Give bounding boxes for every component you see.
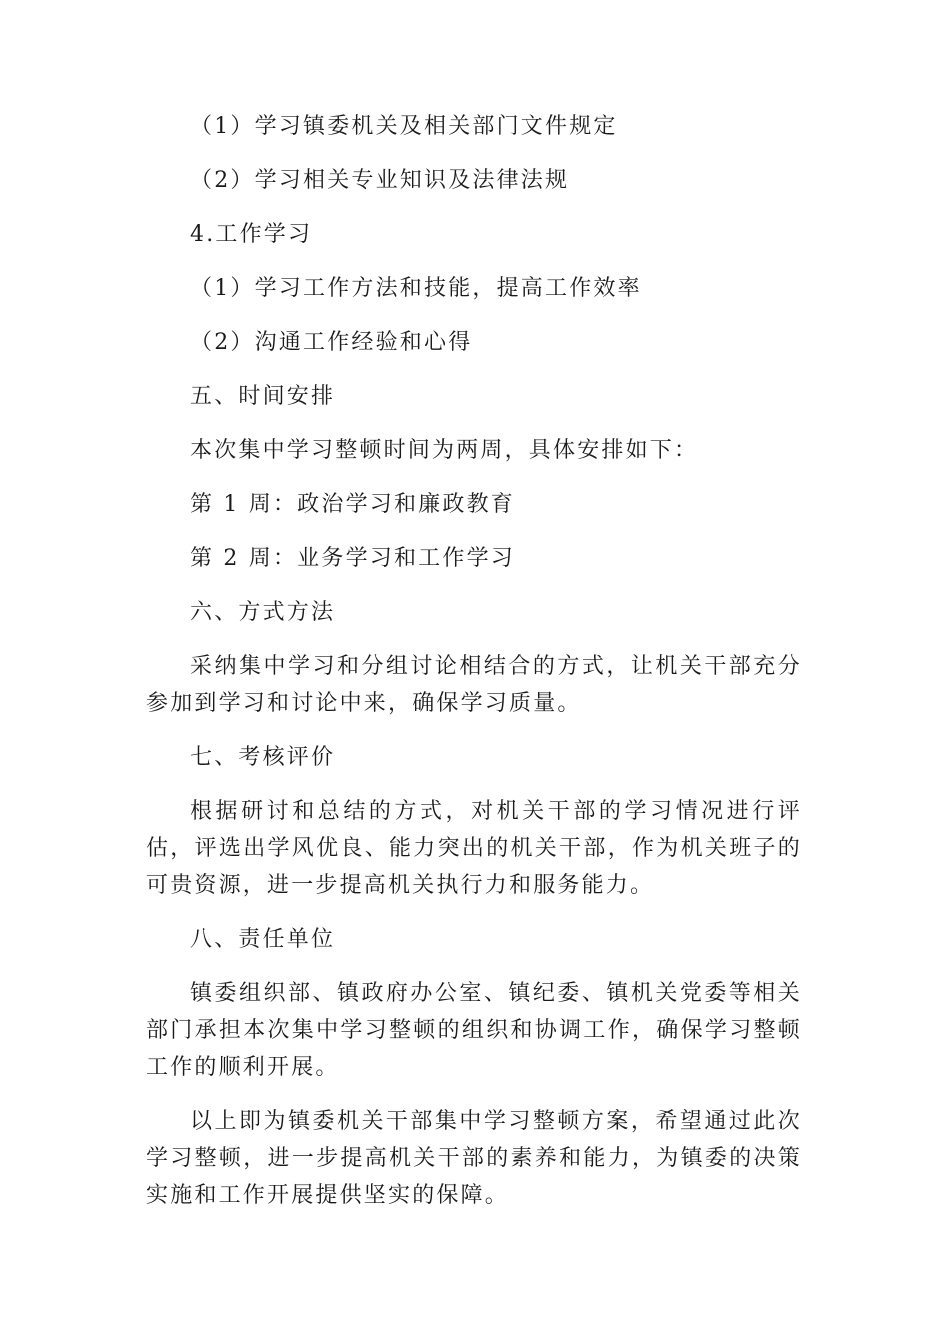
paragraph-responsibility: 镇委组织部、镇政府办公室、镇纪委、镇机关党委等相关部门承担本次集中学习整顿的组织和协调工作，确保学习整顿工作的顺利开展。 (146, 981, 802, 1080)
list-item-study-regulations: （1）学习镇委机关及相关部门文件规定 (190, 114, 618, 139)
paragraph-methods: 采纳集中学习和分组讨论相结合的方式，让机关干部充分参加到学习和讨论中来，确保学习质量。 (146, 654, 802, 716)
section-heading-responsibility: 八、责任单位 (190, 927, 336, 952)
section-heading-methods: 六、方式方法 (190, 600, 336, 625)
paragraph-schedule-intro: 本次集中学习整顿时间为两周，具体安排如下： (190, 438, 699, 463)
list-item-study-laws: （2）学习相关专业知识及法律法规 (190, 168, 570, 193)
list-item-work-methods: （1）学习工作方法和技能，提高工作效率 (190, 276, 642, 301)
section-heading-assessment: 七、考核评价 (190, 745, 336, 770)
section-heading-work-study: 4.工作学习 (190, 222, 313, 247)
paragraph-week-1: 第 1 周：政治学习和廉政教育 (190, 492, 515, 517)
section-heading-schedule: 五、时间安排 (190, 384, 336, 409)
paragraph-conclusion: 以上即为镇委机关干部集中学习整顿方案，希望通过此次学习整顿，进一步提高机关干部的素养和能力，为镇委的决策实施和工作开展提供坚实的保障。 (146, 1109, 802, 1208)
list-item-work-experience: （2）沟通工作经验和心得 (190, 330, 473, 355)
paragraph-assessment: 根据研讨和总结的方式，对机关干部的学习情况进行评估，评选出学风优良、能力突出的机关干部，作为机关班子的可贵资源，进一步提高机关执行力和服务能力。 (146, 799, 802, 898)
paragraph-week-2: 第 2 周：业务学习和工作学习 (190, 546, 515, 571)
